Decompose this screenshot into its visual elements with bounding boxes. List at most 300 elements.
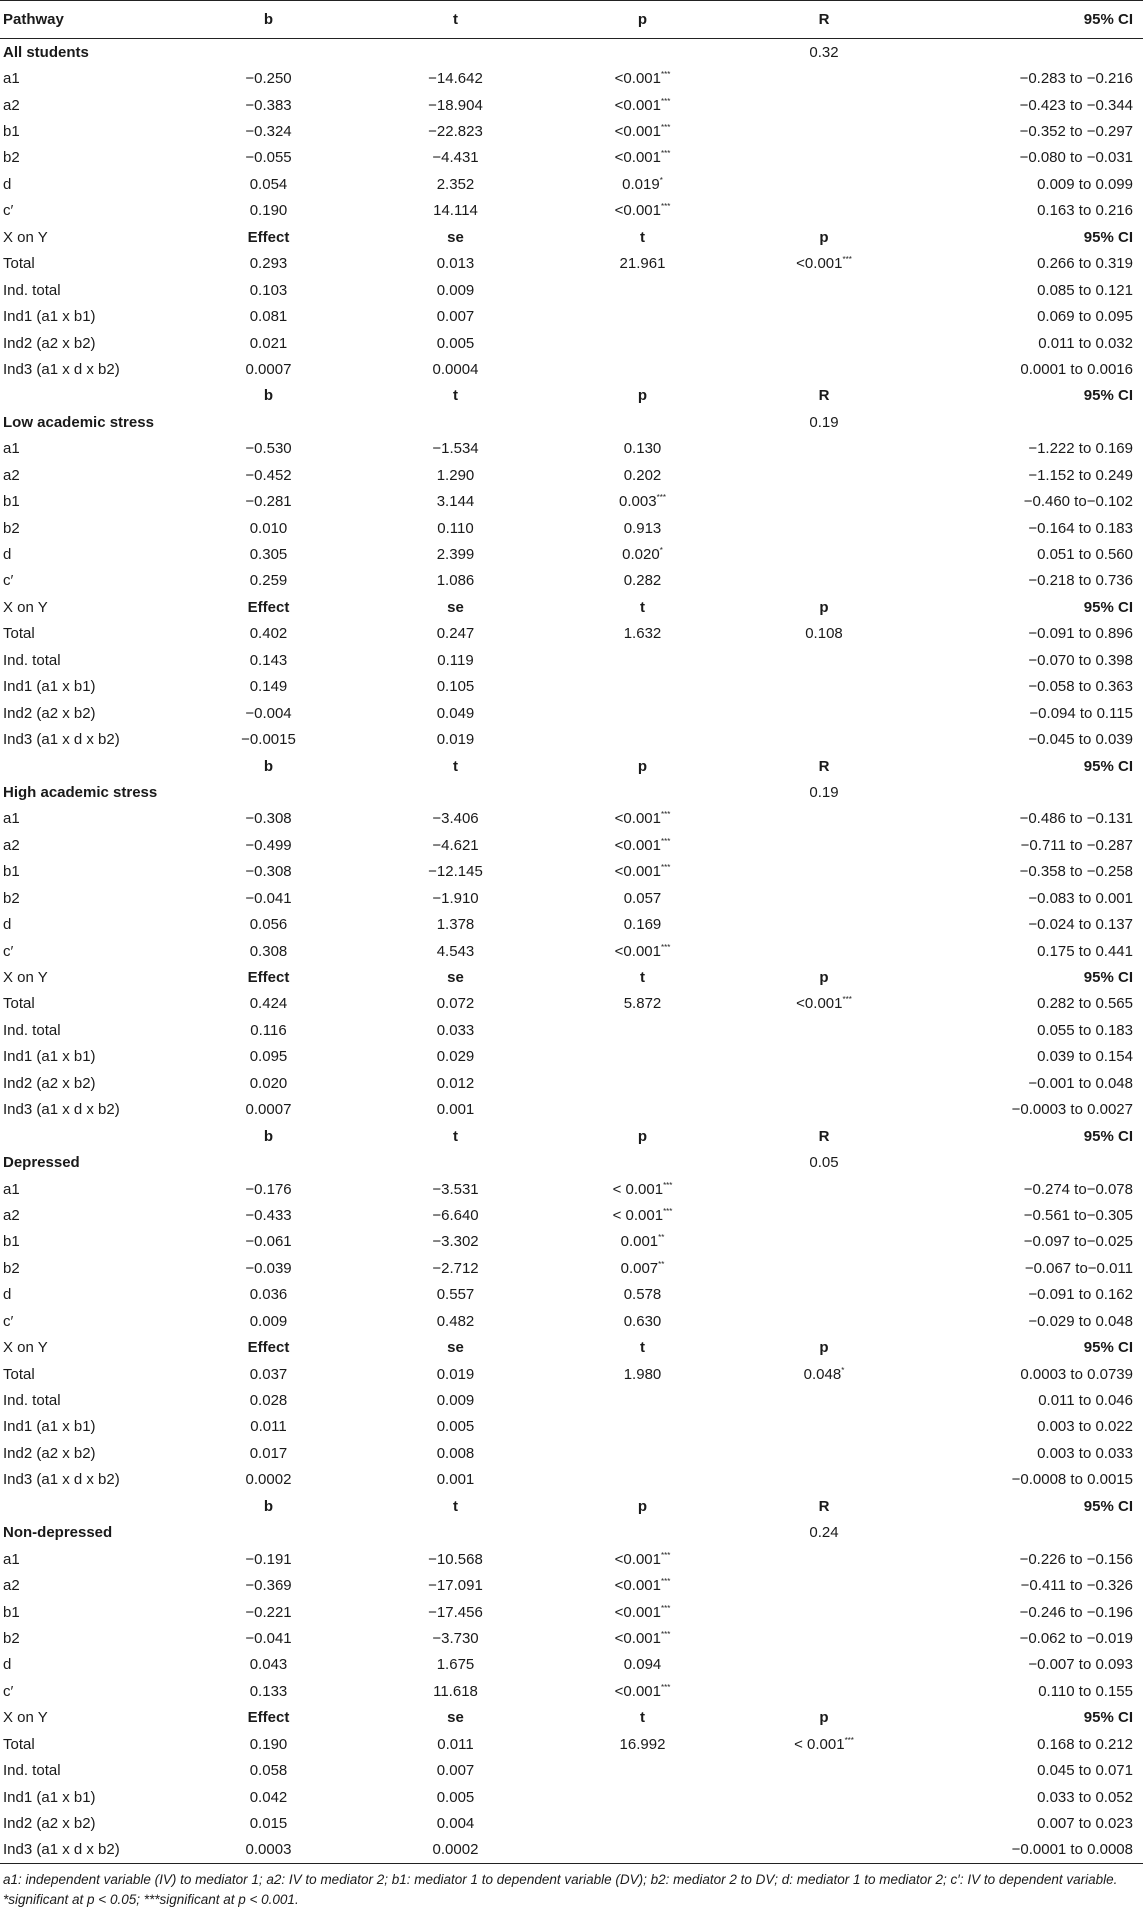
effect-value — [175, 330, 362, 356]
se-value — [362, 991, 549, 1017]
p-value — [549, 1572, 736, 1598]
effect-p-value-value: <0.001 — [796, 995, 843, 1013]
p-value-value: <0.001 — [614, 123, 661, 141]
ci-value — [912, 488, 1143, 514]
ci-value-value: −0.083 to 0.001 — [1028, 889, 1133, 907]
ci-value — [912, 938, 1143, 964]
effect-ci-value — [912, 674, 1143, 700]
group-title-row — [0, 1149, 1143, 1175]
ci-value-value: −0.711 to −0.287 — [1020, 836, 1133, 854]
effect-name — [0, 1440, 175, 1466]
effect-ci-value-value: 0.168 to 0.212 — [1037, 1735, 1133, 1753]
subheader-r-value: R — [818, 757, 830, 775]
effect-p-value — [736, 1361, 912, 1387]
ci-value-value: 0.163 to 0.216 — [1037, 202, 1133, 220]
effect-row — [0, 1467, 1143, 1493]
group-title-row — [0, 39, 1143, 66]
effect-value-value: 0.021 — [249, 334, 288, 352]
subheader-t-value: t — [453, 757, 458, 775]
effect-name — [0, 1731, 175, 1757]
effect-value-value: 0.143 — [249, 651, 288, 669]
r-value — [736, 1652, 912, 1678]
effect-name — [0, 1044, 175, 1070]
r-value — [736, 1202, 912, 1228]
b-value-value: −0.191 — [245, 1550, 292, 1568]
b-value-value: 0.056 — [249, 916, 288, 934]
effect-header-se-value: se — [447, 969, 464, 987]
table-header-row — [0, 1, 1143, 39]
path-name — [0, 1255, 175, 1281]
b-value — [175, 1282, 362, 1308]
t-value-value: −18.904 — [428, 96, 483, 114]
subheader-blank — [0, 1123, 175, 1149]
ci-value-value: −0.091 to 0.162 — [1028, 1286, 1133, 1304]
effect-header-se-value: se — [447, 598, 464, 616]
path-name — [0, 1652, 175, 1678]
coefficient-row — [0, 198, 1143, 224]
effect-header-t — [549, 1705, 736, 1731]
t-value — [362, 1599, 549, 1625]
effect-value — [175, 1361, 362, 1387]
effect-p-value — [736, 1757, 912, 1783]
b-value — [175, 145, 362, 171]
t-value-value: −17.456 — [428, 1603, 483, 1621]
effect-t-value — [549, 647, 736, 673]
effect-p-value — [736, 1731, 912, 1757]
effect-value — [175, 621, 362, 647]
se-value-value: 0.005 — [436, 334, 475, 352]
effect-row — [0, 621, 1143, 647]
se-value — [362, 251, 549, 277]
ci-value — [912, 859, 1143, 885]
effect-header-se — [362, 964, 549, 990]
p-value-value: <0.001 — [614, 96, 661, 114]
subheader-b — [175, 1123, 362, 1149]
t-value — [362, 436, 549, 462]
effect-t-value — [549, 1837, 736, 1864]
effect-t-value-value: 21.961 — [619, 255, 666, 273]
coefficient-row — [0, 171, 1143, 197]
subheader-p-value: p — [637, 757, 648, 775]
b-value — [175, 1546, 362, 1572]
p-value — [549, 938, 736, 964]
ci-value — [912, 1546, 1143, 1572]
subheader-p — [549, 383, 736, 409]
effect-value-value: 0.081 — [249, 308, 288, 326]
effect-value-value: 0.0007 — [245, 1101, 292, 1119]
effect-ci-value-value: 0.011 to 0.032 — [1038, 334, 1133, 352]
significance-marker: ** — [658, 1259, 665, 1269]
subheader-b — [175, 1493, 362, 1519]
group-blank-t — [362, 409, 549, 435]
effect-name-value: Total — [3, 625, 35, 643]
b-value-value: −0.281 — [245, 493, 292, 511]
ci-value — [912, 1202, 1143, 1228]
effect-header-effect — [175, 1705, 362, 1731]
group-r-value-value: 0.32 — [809, 43, 839, 61]
effect-row — [0, 356, 1143, 382]
path-name — [0, 1599, 175, 1625]
coefficient-row — [0, 436, 1143, 462]
t-value-value: 1.378 — [436, 916, 475, 934]
path-name-value: a1 — [3, 440, 20, 458]
effect-value-value: 0.095 — [249, 1048, 288, 1066]
t-value — [362, 568, 549, 594]
effect-t-value — [549, 1784, 736, 1810]
effect-header-t-value: t — [640, 598, 645, 616]
path-name-value: a1 — [3, 810, 20, 828]
effect-p-value-value: 0.108 — [805, 625, 843, 643]
path-name-value: d — [3, 916, 12, 934]
effect-value — [175, 1044, 362, 1070]
t-value-value: −2.712 — [432, 1259, 479, 1277]
effect-value — [175, 303, 362, 329]
coefficient-row — [0, 1308, 1143, 1334]
effect-row — [0, 277, 1143, 303]
effect-value — [175, 1440, 362, 1466]
p-value-value: 0.020 — [622, 546, 660, 564]
r-value — [736, 806, 912, 832]
se-value-value: 0.005 — [436, 1418, 475, 1436]
t-value — [362, 198, 549, 224]
ci-value-value: −0.007 to 0.093 — [1028, 1656, 1133, 1674]
t-value-value: −3.730 — [432, 1629, 479, 1647]
group-blank-b — [175, 39, 362, 66]
coefficient-row — [0, 911, 1143, 937]
coefficient-row — [0, 118, 1143, 144]
p-value-value: < 0.001 — [612, 1206, 664, 1224]
path-name-value: a1 — [3, 70, 20, 88]
effect-row — [0, 1757, 1143, 1783]
effect-header-row — [0, 1334, 1143, 1360]
effect-ci-value-value: 0.045 to 0.071 — [1037, 1762, 1133, 1780]
effect-header-ci-value: 95% CI — [1083, 1709, 1133, 1727]
effect-header-ci-value: 95% CI — [1083, 598, 1133, 616]
effect-header-p — [736, 964, 912, 990]
effect-row — [0, 1017, 1143, 1043]
r-value — [736, 488, 912, 514]
effect-t-value — [549, 1810, 736, 1836]
effect-value-value: 0.103 — [249, 281, 288, 299]
effect-t-value — [549, 674, 736, 700]
t-value — [362, 515, 549, 541]
p-value — [549, 1546, 736, 1572]
se-value-value: 0.049 — [436, 704, 475, 722]
path-name — [0, 118, 175, 144]
se-value-value: 0.007 — [436, 1762, 475, 1780]
effect-header-x-on-y-value: X on Y — [3, 969, 48, 987]
effect-row — [0, 1387, 1143, 1413]
effect-ci-value — [912, 1440, 1143, 1466]
effect-header-effect — [175, 594, 362, 620]
significance-marker: *** — [660, 202, 671, 212]
table-body — [0, 39, 1143, 1864]
subheader-p-value: p — [637, 387, 648, 405]
b-value-value: 0.043 — [249, 1656, 288, 1674]
p-value — [549, 806, 736, 832]
subheader-r — [736, 753, 912, 779]
significance-marker: *** — [660, 1629, 671, 1639]
effect-value-value: 0.0003 — [245, 1841, 292, 1859]
effect-ci-value — [912, 1467, 1143, 1493]
effect-p-value — [736, 674, 912, 700]
t-value — [362, 92, 549, 118]
se-value-value: 0.012 — [436, 1074, 475, 1092]
b-value — [175, 541, 362, 567]
se-value — [362, 1757, 549, 1783]
t-value-value: 1.290 — [436, 466, 475, 484]
effect-ci-value-value: 0.039 to 0.154 — [1037, 1048, 1133, 1066]
p-value — [549, 885, 736, 911]
path-name — [0, 1282, 175, 1308]
r-value — [736, 1546, 912, 1572]
path-name-value: b1 — [3, 1233, 20, 1251]
se-value-value: 0.009 — [436, 281, 475, 299]
effect-name-value: Ind1 (a1 x b1) — [3, 678, 96, 696]
coefficient-row — [0, 1625, 1143, 1651]
ci-value-value: −0.080 to −0.031 — [1019, 149, 1133, 167]
path-name — [0, 65, 175, 91]
effect-ci-value — [912, 330, 1143, 356]
path-name — [0, 1229, 175, 1255]
path-name — [0, 171, 175, 197]
ci-value — [912, 1652, 1143, 1678]
r-value — [736, 1678, 912, 1704]
coefficient-row — [0, 1572, 1143, 1598]
t-value — [362, 145, 549, 171]
path-name — [0, 1625, 175, 1651]
effect-header-se-value: se — [447, 228, 464, 246]
p-value — [549, 462, 736, 488]
r-value — [736, 92, 912, 118]
group-blank-t — [362, 1149, 549, 1175]
p-value-value: <0.001 — [614, 1550, 661, 1568]
p-value — [549, 832, 736, 858]
effect-row — [0, 1361, 1143, 1387]
b-value-value: −0.041 — [245, 1629, 292, 1647]
effect-name — [0, 1361, 175, 1387]
effect-header-se — [362, 224, 549, 250]
p-value-value: <0.001 — [614, 1577, 661, 1595]
ci-value-value: −0.460 to−0.102 — [1023, 493, 1133, 511]
se-value — [362, 1361, 549, 1387]
effect-name — [0, 1387, 175, 1413]
effect-header-t — [549, 964, 736, 990]
ci-value-value: −0.274 to−0.078 — [1023, 1180, 1133, 1198]
t-value — [362, 171, 549, 197]
subheader-t — [362, 1493, 549, 1519]
p-value — [549, 1202, 736, 1228]
r-value — [736, 541, 912, 567]
effect-ci-value-value: −0.058 to 0.363 — [1028, 678, 1133, 696]
se-value-value: 0.247 — [436, 625, 475, 643]
se-value-value: 0.005 — [436, 1788, 475, 1806]
ci-value-value: 0.175 to 0.441 — [1037, 942, 1133, 960]
p-value — [549, 65, 736, 91]
p-value — [549, 859, 736, 885]
effect-ci-value-value: −0.0008 to 0.0015 — [1011, 1471, 1133, 1489]
significance-marker: *** — [660, 863, 671, 873]
se-value-value: 0.011 — [437, 1735, 474, 1753]
effect-t-value — [549, 277, 736, 303]
group-r-value — [736, 779, 912, 805]
effect-ci-value-value: −0.0001 to 0.0008 — [1011, 1841, 1133, 1859]
subheader-r-value: R — [818, 1497, 830, 1515]
effect-value-value: 0.149 — [249, 678, 288, 696]
effect-name — [0, 621, 175, 647]
coefficient-row — [0, 568, 1143, 594]
p-value-value: <0.001 — [614, 1603, 661, 1621]
effect-t-value-value: 1.632 — [623, 625, 662, 643]
t-value-value: 2.352 — [436, 175, 475, 193]
coefficient-row — [0, 885, 1143, 911]
path-name — [0, 145, 175, 171]
effect-header-p-value: p — [819, 1339, 829, 1357]
path-name — [0, 859, 175, 885]
b-value — [175, 1229, 362, 1255]
group-blank-b — [175, 779, 362, 805]
subheader-ci-value: 95% CI — [1083, 1127, 1133, 1145]
t-value — [362, 859, 549, 885]
se-value — [362, 277, 549, 303]
subheader-row — [0, 1493, 1143, 1519]
effect-name-value: Ind. total — [3, 281, 61, 299]
p-value-value: <0.001 — [614, 70, 661, 88]
effect-ci-value — [912, 1070, 1143, 1096]
coefficient-row — [0, 1599, 1143, 1625]
effect-value — [175, 1731, 362, 1757]
t-value-value: −14.642 — [428, 70, 483, 88]
b-value — [175, 198, 362, 224]
subheader-t — [362, 383, 549, 409]
effect-name-value: Total — [3, 1735, 35, 1753]
effect-header-p-value: p — [819, 228, 829, 246]
path-name-value: b1 — [3, 863, 20, 881]
ci-value — [912, 1229, 1143, 1255]
p-value-value: 0.001 — [620, 1233, 659, 1251]
subheader-r — [736, 1493, 912, 1519]
effect-value-value: 0.058 — [249, 1762, 288, 1780]
path-name-value: d — [3, 1286, 12, 1304]
p-value — [549, 1255, 736, 1281]
r-value — [736, 515, 912, 541]
effect-ci-value — [912, 277, 1143, 303]
b-value-value: −0.308 — [245, 863, 292, 881]
effect-value-value: 0.116 — [250, 1021, 287, 1039]
se-value — [362, 1440, 549, 1466]
subheader-t — [362, 1123, 549, 1149]
ci-value-value: −0.486 to −0.131 — [1019, 810, 1133, 828]
effect-ci-value — [912, 726, 1143, 752]
b-value-value: 0.010 — [249, 519, 288, 537]
effect-value-value: 0.020 — [249, 1074, 288, 1092]
b-value — [175, 885, 362, 911]
p-value — [549, 1625, 736, 1651]
group-title — [0, 39, 175, 66]
p-value — [549, 1282, 736, 1308]
path-name-value: a2 — [3, 1206, 20, 1224]
effect-t-value — [549, 303, 736, 329]
significance-marker: *** — [844, 1735, 854, 1745]
b-value-value: −0.039 — [245, 1259, 292, 1277]
effect-ci-value-value: 0.0001 to 0.0016 — [1020, 360, 1133, 378]
p-value — [549, 1599, 736, 1625]
effect-value-value: 0.0007 — [245, 360, 292, 378]
effect-header-ci — [912, 224, 1143, 250]
subheader-r — [736, 1123, 912, 1149]
ci-value-value: −0.283 to −0.216 — [1019, 70, 1133, 88]
effect-p-value-value: <0.001 — [796, 255, 843, 273]
subheader-p — [549, 1493, 736, 1519]
p-value — [549, 1229, 736, 1255]
effect-header-ci-value: 95% CI — [1083, 969, 1133, 987]
effect-name-value: Ind3 (a1 x d x b2) — [3, 731, 120, 749]
effect-p-value — [736, 1017, 912, 1043]
effect-p-value — [736, 1070, 912, 1096]
effect-t-value — [549, 1097, 736, 1123]
effect-p-value-value: < 0.001 — [794, 1735, 845, 1753]
t-value — [362, 1308, 549, 1334]
se-value — [362, 330, 549, 356]
coefficient-row — [0, 145, 1143, 171]
t-value-value: −12.145 — [428, 863, 483, 881]
subheader-b-value: b — [263, 387, 274, 405]
significance-marker: *** — [660, 1682, 671, 1692]
effect-p-value — [736, 251, 912, 277]
group-blank-p — [549, 409, 736, 435]
subheader-t-value: t — [453, 1127, 458, 1145]
coefficient-row — [0, 1229, 1143, 1255]
path-name — [0, 1546, 175, 1572]
t-value-value: 2.399 — [436, 546, 475, 564]
effect-t-value — [549, 700, 736, 726]
p-value — [549, 118, 736, 144]
p-value — [549, 515, 736, 541]
b-value — [175, 1678, 362, 1704]
group-title — [0, 409, 175, 435]
effect-p-value — [736, 303, 912, 329]
path-name — [0, 515, 175, 541]
effect-p-value — [736, 277, 912, 303]
r-value — [736, 1308, 912, 1334]
p-value-value: 0.913 — [623, 519, 662, 537]
b-value — [175, 568, 362, 594]
path-name-value: c′ — [3, 1682, 14, 1700]
p-value-value: <0.001 — [614, 810, 661, 828]
effect-row — [0, 991, 1143, 1017]
effect-row — [0, 674, 1143, 700]
ci-value — [912, 1599, 1143, 1625]
significance-marker: *** — [842, 255, 852, 265]
path-name-value: b1 — [3, 493, 20, 511]
header-r: R — [736, 1, 912, 39]
se-value — [362, 303, 549, 329]
effect-ci-value-value: 0.033 to 0.052 — [1037, 1788, 1133, 1806]
subheader-p — [549, 1123, 736, 1149]
p-value-value: 0.282 — [623, 572, 662, 590]
effect-ci-value — [912, 303, 1143, 329]
t-value — [362, 488, 549, 514]
p-value-value: < 0.001 — [612, 1180, 664, 1198]
effect-value — [175, 1467, 362, 1493]
effect-ci-value-value: 0.069 to 0.095 — [1037, 308, 1133, 326]
subheader-ci-value: 95% CI — [1083, 387, 1133, 405]
p-value-value: 0.169 — [623, 916, 662, 934]
effect-value-value: 0.402 — [249, 625, 288, 643]
b-value-value: 0.259 — [249, 572, 288, 590]
ci-value — [912, 171, 1143, 197]
coefficient-row — [0, 806, 1143, 832]
